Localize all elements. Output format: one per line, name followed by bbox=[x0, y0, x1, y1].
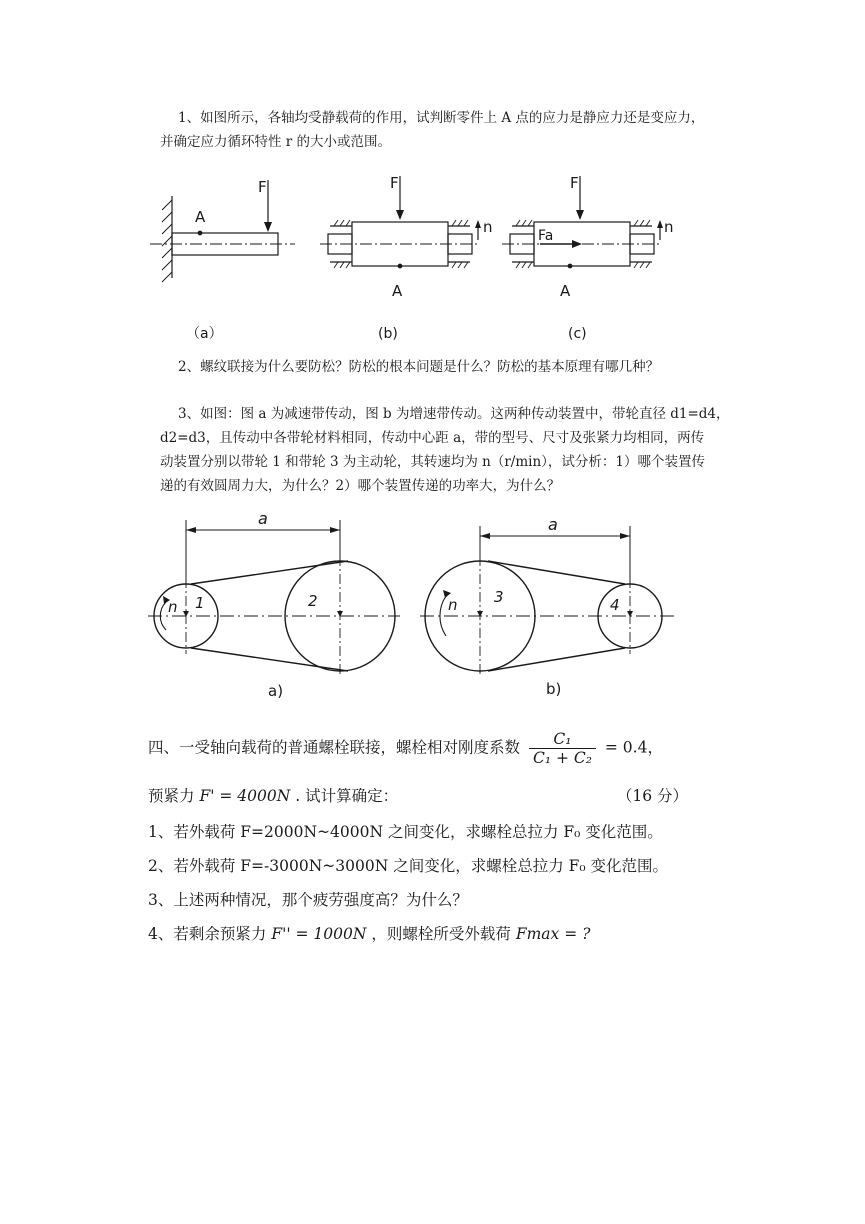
fraction-numerator: C₁ bbox=[529, 730, 596, 749]
fig-1b-force-label: F bbox=[390, 174, 399, 192]
fig-1c-axial-label: Fa bbox=[538, 228, 554, 244]
question-4-item-4 bbox=[148, 922, 590, 944]
stiffness-fraction bbox=[529, 730, 596, 767]
question-4-intro: 四、一受轴向载荷的普通螺栓联接，螺栓相对刚度系数 bbox=[148, 738, 521, 757]
question-1-line-1: 1、如图所示，各轴均受静载荷的作用，试判断零件上 A 点的应力是静应力还是变应力， bbox=[178, 110, 705, 126]
question-4-item-1: 1、若外载荷 F=2000N~4000N 之间变化，求螺栓总拉力 F₀ 变化范围。 bbox=[148, 823, 663, 841]
fig-3b-pulley-4-label: 4 bbox=[610, 596, 620, 614]
question-3-line-2: d2=d3，且传动中各带轮材料相同，传动中心距 a，带的型号、尺寸及张紧力均相同，两传 bbox=[160, 430, 705, 446]
fig-1c-force-label: F bbox=[570, 174, 579, 192]
question-2-text: 2、螺纹联接为什么要防松？防松的根本问题是什么？防松的基本原理有哪几种？ bbox=[178, 359, 660, 375]
preload-tail: . 试计算确定： bbox=[295, 787, 399, 805]
figure-3a bbox=[148, 520, 400, 676]
question-3-line-4: 递的有效圆周力大，为什么？2）哪个装置传递的功率大，为什么？ bbox=[160, 478, 561, 494]
fig-1b-point-label: A bbox=[392, 282, 403, 300]
question-4-line-1 bbox=[148, 730, 663, 767]
question-4-item-2: 2、若外载荷 F=-3000N~3000N 之间变化，求螺栓总拉力 F₀ 变化范围。 bbox=[148, 857, 669, 875]
figure-3b bbox=[420, 526, 678, 676]
fig-3a-pulley-2-label: 2 bbox=[308, 592, 318, 610]
fig-1a-point-label: A bbox=[195, 208, 206, 226]
question-3-line-1: 3、如图：图 a 为减速带传动，图 b 为增速带传动。这两种传动装置中，带轮直径 d1=d4， bbox=[178, 406, 730, 422]
score-label: （16 分） bbox=[616, 787, 688, 805]
preload-formula: F' = 4000N bbox=[199, 787, 291, 805]
fig-1c-speed-label: n bbox=[664, 218, 674, 236]
fig-3a-pulley-1-label: 1 bbox=[195, 594, 205, 612]
fig-1a-force-label: F bbox=[258, 178, 267, 196]
preload-label: 预紧力 bbox=[148, 787, 195, 805]
question-4-line-2 bbox=[148, 784, 728, 806]
fig-1a-caption: （a） bbox=[186, 326, 223, 342]
question-4-item-3: 3、上述两种情况，那个疲劳强度高？为什么？ bbox=[148, 891, 468, 909]
fig-3a-speed-label: n bbox=[168, 598, 178, 616]
fig-1b-caption: (b) bbox=[378, 326, 398, 342]
fraction-denominator: C₁ + C₂ bbox=[532, 749, 592, 767]
item-4-intro: 4、若剩余预紧力 bbox=[148, 925, 267, 943]
fig-3b-pulley-3-label: 3 bbox=[494, 588, 504, 606]
fig-3a-caption: a) bbox=[268, 682, 284, 700]
max-load-formula: Fmax = ? bbox=[515, 925, 591, 943]
residual-preload-formula: F'' = 1000N bbox=[271, 925, 367, 943]
fig-3b-speed-label: n bbox=[448, 596, 458, 614]
question-3-line-3: 动装置分别以带轮 1 和带轮 3 为主动轮，其转速均为 n（r/min），试分析：1）哪个装置传 bbox=[160, 454, 705, 470]
fig-1b-speed-label: n bbox=[483, 218, 493, 236]
fig-3b-caption: b) bbox=[546, 680, 562, 698]
fraction-value: = 0.4， bbox=[604, 738, 663, 757]
fig-3a-dim-label: a bbox=[258, 509, 268, 528]
fig-1c-point-label: A bbox=[560, 282, 571, 300]
item-4-middle: ，则螺栓所受外载荷 bbox=[371, 925, 511, 943]
fig-3b-dim-label: a bbox=[548, 515, 558, 534]
question-1-line-2: 并确定应力循环特性 r 的大小或范围。 bbox=[160, 134, 392, 150]
fig-1c-caption: (c) bbox=[568, 326, 587, 342]
